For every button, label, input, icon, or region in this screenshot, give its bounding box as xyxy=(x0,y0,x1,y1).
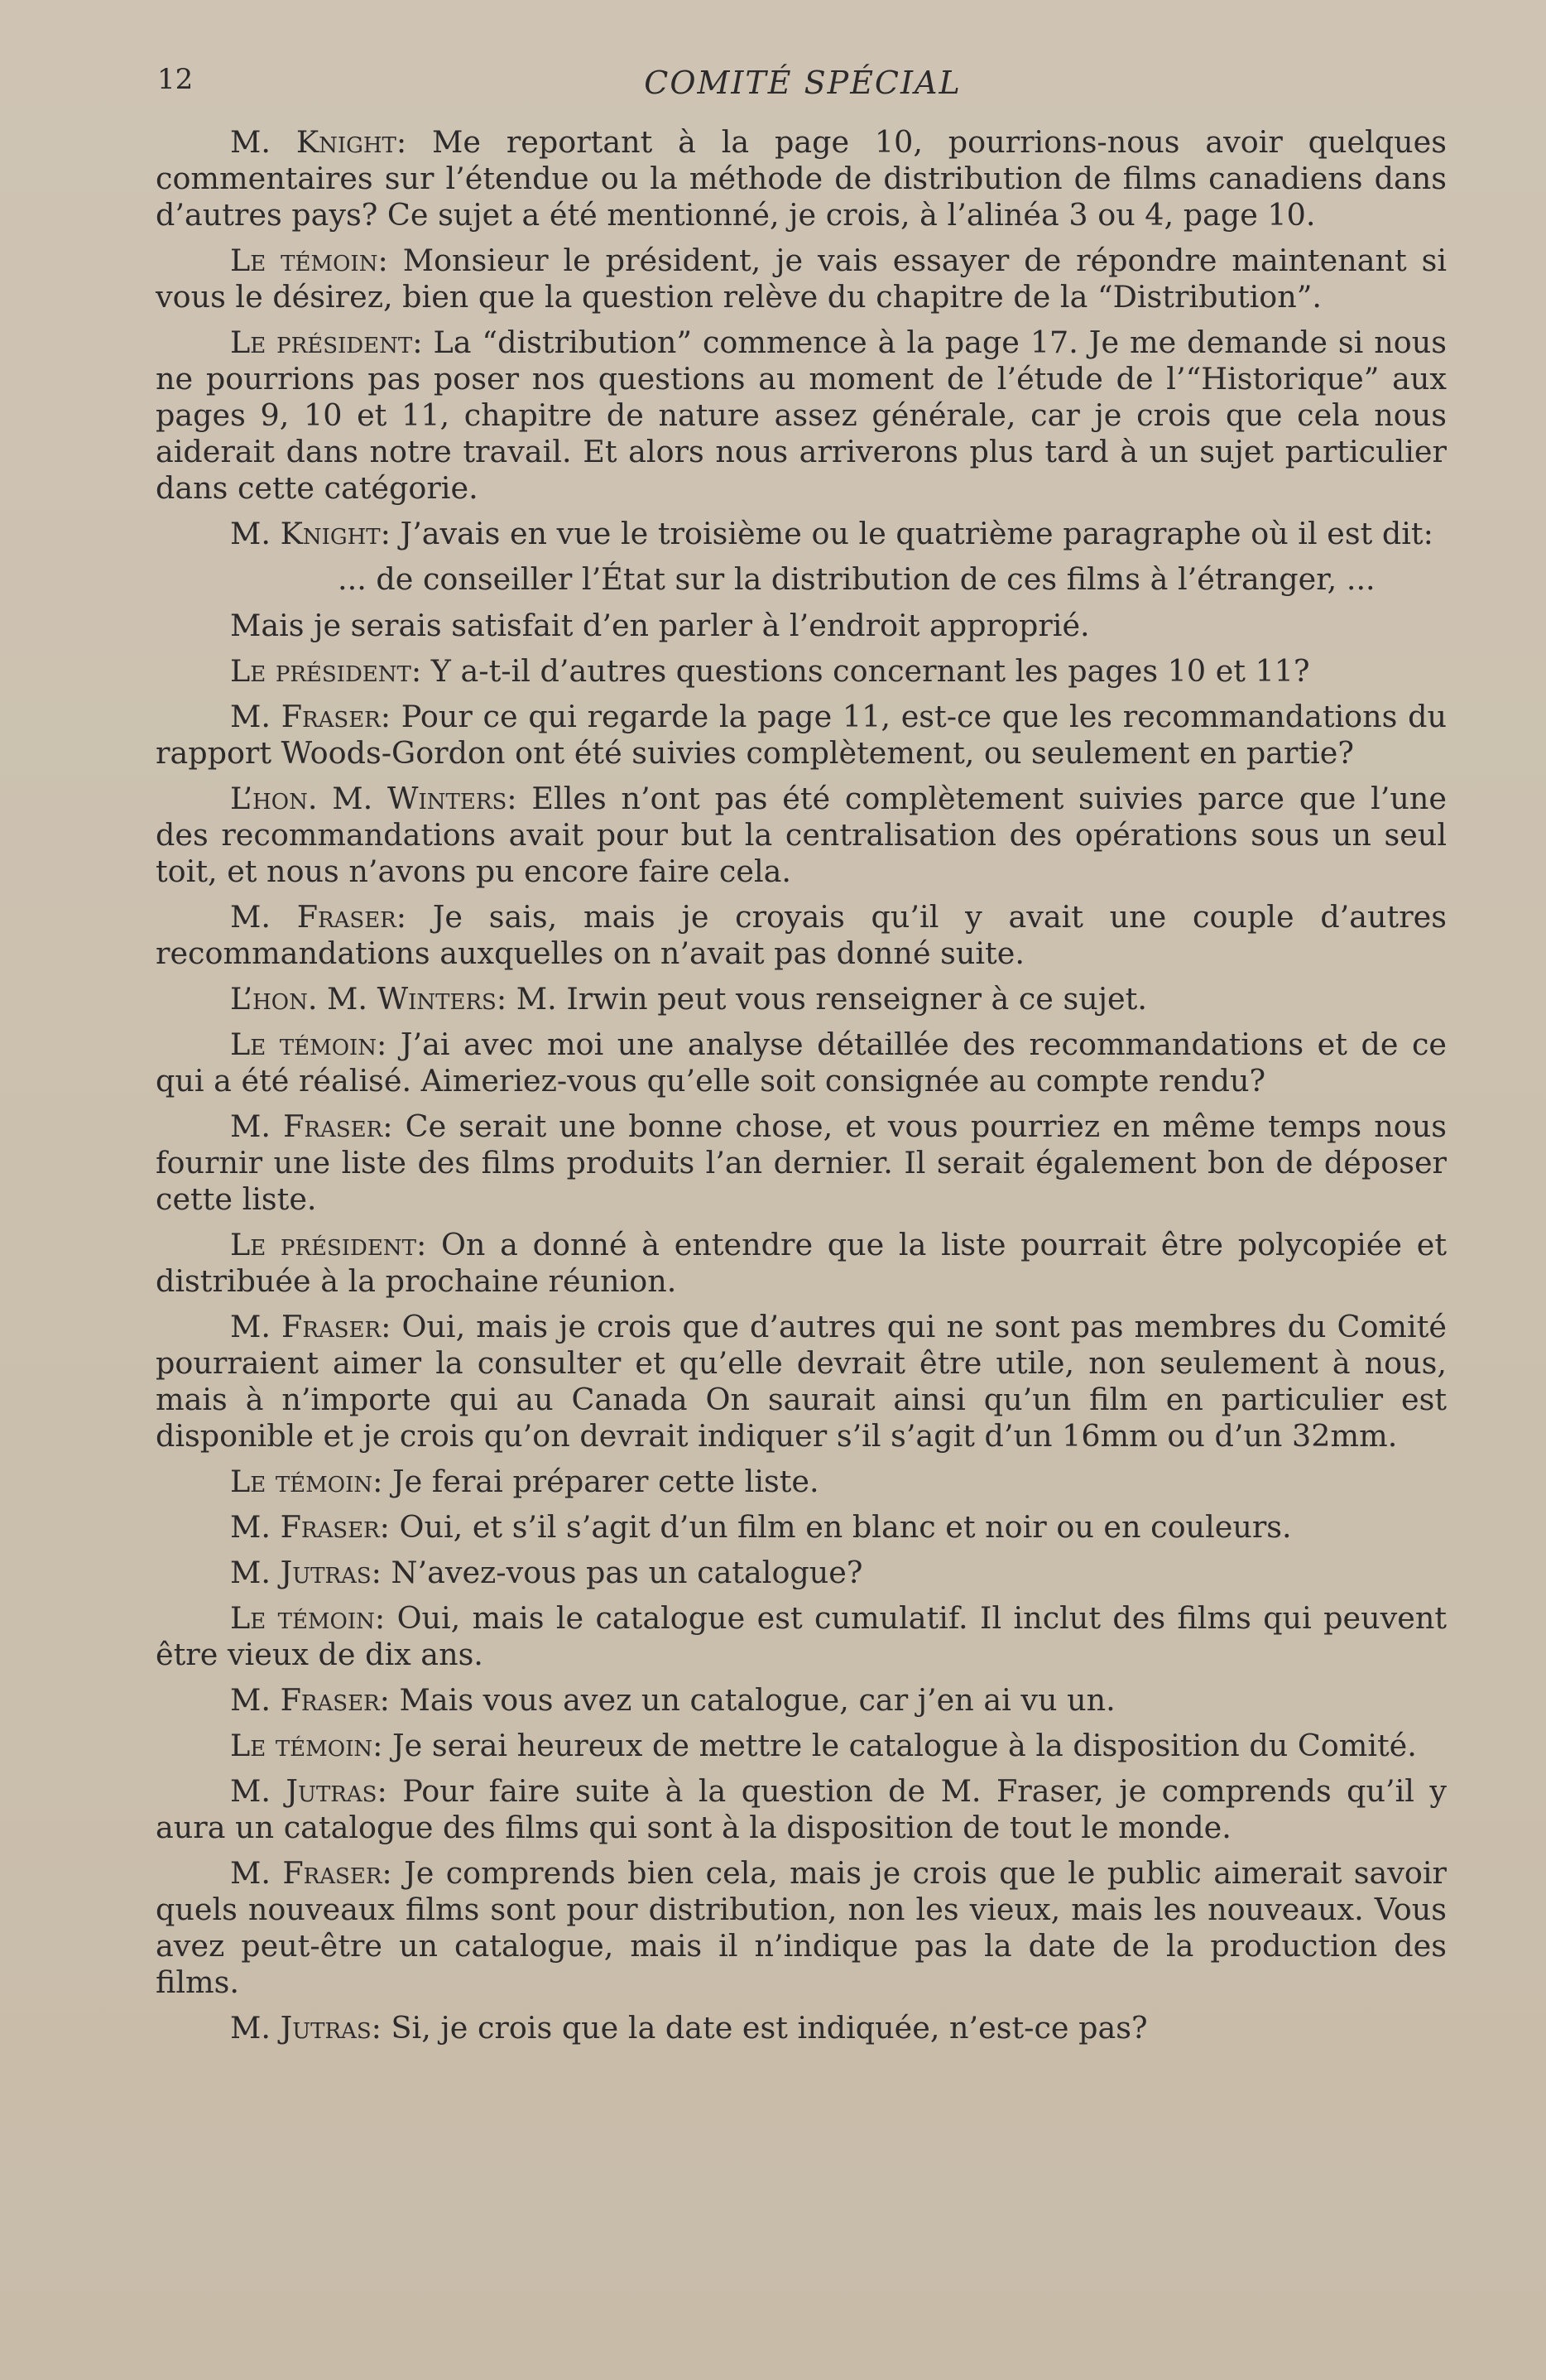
paragraph xyxy=(156,1309,1447,1454)
paragraph-text: Oui, mais le catalogue est cumulatif. Il inclut des films qui peuvent être vieux de dix ans. xyxy=(156,1600,1447,1672)
paragraph-text: Monsieur le président, je vais essayer de répondre maintenant si vous le désirez, bien que la question relève du chapitre de la “Distribution”. xyxy=(156,243,1447,315)
paragraph-text: J’avais en vue le troisième ou le quatrième paragraphe où il est dit: xyxy=(390,516,1433,551)
speaker-name: M. Fraser: xyxy=(230,899,407,935)
paragraph xyxy=(156,1728,1447,1764)
paragraph-text: Mais je serais satisfait d’en parler à l’endroit approprié. xyxy=(230,608,1090,643)
paragraph-text: Ce serait une bonne chose, et vous pourriez en même temps nous fournir une liste des films produits l’an dernier. Il serait également bon de déposer cette liste. xyxy=(156,1108,1447,1217)
paragraph xyxy=(156,124,1447,233)
speaker-name: M. Fraser: xyxy=(230,699,391,734)
paragraph xyxy=(156,325,1447,507)
paragraph xyxy=(156,1464,1447,1500)
paragraph xyxy=(156,1682,1447,1719)
page-number: 12 xyxy=(157,63,194,96)
speaker-name: L’hon. M. Winters: xyxy=(230,781,517,816)
speaker-name: M. Knight: xyxy=(230,124,407,160)
running-title: COMITÉ SPÉCIAL xyxy=(644,65,962,101)
paragraph-text: Oui, et s’il s’agit d’un film en blanc et noir ou en couleurs. xyxy=(389,1509,1292,1545)
paragraph xyxy=(156,243,1447,315)
paragraph-text: M. Irwin peut vous renseigner à ce sujet. xyxy=(507,981,1147,1017)
paragraph xyxy=(156,699,1447,772)
speaker-name: Le président: xyxy=(230,653,422,689)
speaker-name: M. Fraser: xyxy=(230,1509,390,1545)
paragraph-text: La “distribution” commence à la page 17. Je me demande si nous ne pourrions pas poser nos questions au moment de l’étude de l’“Historique” aux pages 9, 10 et 11, chapitre de nature assez générale, car je crois que cela nous aiderait dans notre travail. Et alors nous arriverons plus tard à un sujet particulier dans cette catégorie. xyxy=(156,325,1447,506)
paragraph xyxy=(156,781,1447,890)
paragraph-text: Si, je crois que la date est indiquée, n’est-ce pas? xyxy=(381,2010,1148,2046)
speaker-name: M. Jutras: xyxy=(230,2010,382,2046)
paragraph-text: Me reportant à la page 10, pourrions-nous avoir quelques commentaires sur l’étendue ou la méthode de distribution de films canadiens dans d’autres pays? Ce sujet a été mentionné, je crois, à l’alinéa 3 ou 4, page 10. xyxy=(156,124,1447,233)
paragraph-text: Je comprends bien cela, mais je crois que le public aimerait savoir quels nouveaux films sont pour distribution, non les vieux, mais les nouveaux. Vous avez peut-être un catalogue, mais il n’indique pas la date de la production des films. xyxy=(156,1855,1447,2000)
speaker-name: Le témoin: xyxy=(230,1464,383,1499)
speaker-name: Le témoin: xyxy=(230,1600,386,1636)
speaker-name: Le président: xyxy=(230,325,423,360)
paragraph xyxy=(156,653,1447,690)
paragraph-text: Elles n’ont pas été complètement suivies parce que l’une des recommandations avait pour but la centralisation des opérations sous un seul toit, et nous n’avons pu encore faire cela. xyxy=(156,781,1448,889)
paragraph xyxy=(156,1108,1447,1218)
paragraph xyxy=(156,1227,1447,1300)
paragraph-text: Pour ce qui regarde la page 11, est-ce que les recommandations du rapport Woods-Gordon ont été suivies complètement, ou seulement en partie? xyxy=(156,699,1448,771)
speaker-name: Le témoin: xyxy=(230,1728,383,1763)
paragraph xyxy=(156,899,1447,972)
speaker-name: L’hon. M. Winters: xyxy=(230,981,507,1017)
paragraph-text: Je sais, mais je croyais qu’il y avait une couple d’autres recommandations auxquelles on n’avait pas donné suite. xyxy=(156,899,1448,971)
block-quote: ... de conseiller l’État sur la distribution de ces films à l’étranger, ... xyxy=(338,561,1376,597)
speaker-name: M. Jutras: xyxy=(230,1555,382,1590)
speaker-name: Le témoin: xyxy=(230,1027,387,1062)
paragraph-text: On a donné à entendre que la liste pourrait être polycopiée et distribuée à la prochaine réunion. xyxy=(156,1227,1447,1299)
speaker-name: M. Fraser: xyxy=(230,1682,390,1718)
paragraph-text: Je ferai préparer cette liste. xyxy=(382,1464,819,1499)
paragraph-text: Oui, mais je crois que d’autres qui ne sont pas membres du Comité pourraient aimer la consulter et qu’elle devrait être utile, non seulement à nous, mais à n’importe qui au Canada On saurait ainsi qu’un film en particulier est disponible et je crois qu’on devrait indiquer s’il s’agit d’un 16mm ou d’un 32mm. xyxy=(156,1309,1447,1454)
paragraph-text: N’avez-vous pas un catalogue? xyxy=(381,1555,863,1590)
paragraph xyxy=(156,1855,1447,2001)
speaker-name: M. Fraser: xyxy=(230,1855,392,1891)
paragraph xyxy=(156,1027,1447,1099)
paragraph xyxy=(156,608,1447,644)
speaker-name: M. Knight: xyxy=(230,516,391,551)
paragraph xyxy=(156,981,1447,1017)
paragraph-text: J’ai avec moi une analyse détaillée des recommandations et de ce qui a été réalisé. Aimeriez-vous qu’elle soit consignée au compte rendu? xyxy=(156,1027,1447,1099)
paragraph xyxy=(156,516,1447,552)
paragraph-text: Pour faire suite à la question de M. Fraser, je comprends qu’il y aura un catalogue des films qui sont à la disposition de tout le monde. xyxy=(156,1773,1447,1845)
speaker-name: M. Jutras: xyxy=(230,1773,387,1809)
paragraph-text: Je serai heureux de mettre le catalogue à la disposition du Comité. xyxy=(382,1728,1417,1763)
paragraph xyxy=(156,1509,1447,1546)
paragraph xyxy=(156,1600,1447,1673)
paragraph xyxy=(156,1555,1447,1591)
speaker-name: M. Fraser: xyxy=(230,1108,393,1144)
paragraph xyxy=(156,1773,1447,1846)
transcript-body xyxy=(156,124,1447,2055)
speaker-name: Le témoin: xyxy=(230,243,388,278)
paragraph-text: Y a-t-il d’autres questions concernant les pages 10 et 11? xyxy=(421,653,1310,689)
page-header xyxy=(157,58,1448,108)
paragraph xyxy=(156,2010,1447,2046)
paragraph-text: Mais vous avez un catalogue, car j’en ai vu un. xyxy=(389,1682,1116,1718)
speaker-name: Le président: xyxy=(230,1227,427,1262)
speaker-name: M. Fraser: xyxy=(230,1309,391,1344)
